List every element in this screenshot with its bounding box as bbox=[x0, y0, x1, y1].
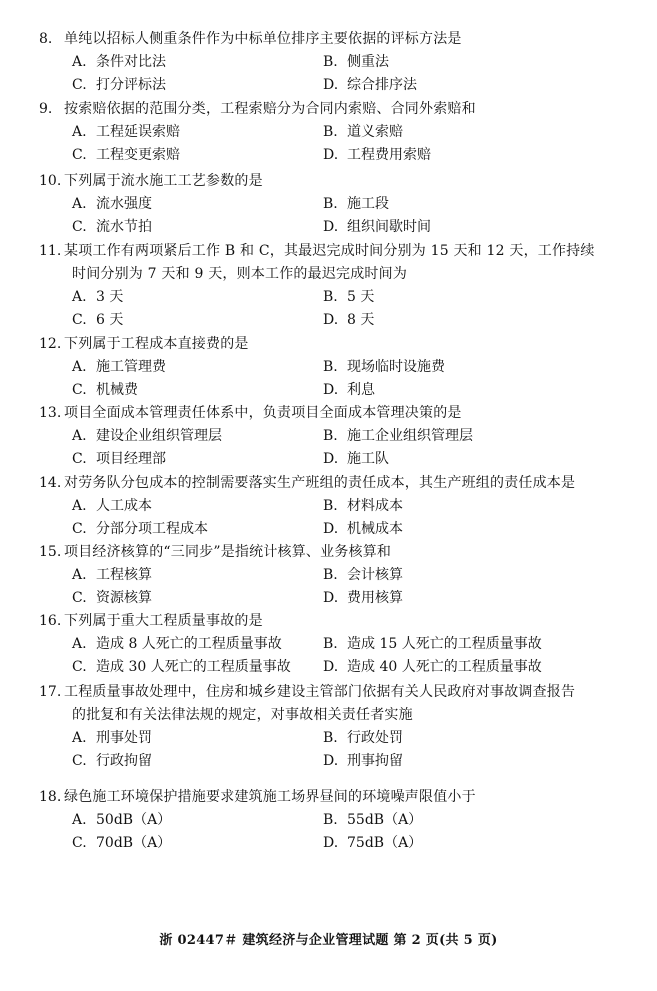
question-number: 9. bbox=[39, 101, 53, 117]
question-number: 17. bbox=[39, 684, 62, 700]
option-a: A. 50dB（A） bbox=[72, 812, 172, 828]
option-d: D. 工程费用索赔 bbox=[323, 147, 431, 163]
option-row bbox=[0, 633, 657, 656]
question-stem bbox=[0, 541, 657, 564]
question-stem bbox=[0, 240, 657, 263]
option-row bbox=[0, 74, 657, 97]
question-stem bbox=[0, 402, 657, 425]
option-b: B. 行政处罚 bbox=[323, 730, 403, 746]
option-d: D. 费用核算 bbox=[323, 590, 403, 606]
question-text: 绿色施工环境保护措施要求建筑施工场界昼间的环境噪声限值小于 bbox=[64, 789, 476, 805]
question-text: 时间分别为 7 天和 9 天，则本工作的最迟完成时间为 bbox=[72, 266, 408, 282]
question-number: 10. bbox=[39, 173, 62, 189]
question-16 bbox=[0, 610, 657, 679]
question-10 bbox=[0, 170, 657, 239]
option-row bbox=[0, 356, 657, 379]
question-stem-continued bbox=[0, 704, 657, 727]
option-b: B. 造成 15 人死亡的工程质量事故 bbox=[323, 636, 542, 652]
question-stem bbox=[0, 28, 657, 51]
option-c: C. 70dB（A） bbox=[72, 835, 172, 851]
question-stem bbox=[0, 98, 657, 121]
option-b: B. 5 天 bbox=[323, 289, 375, 305]
page-footer: 浙 02447＃ 建筑经济与企业管理试题 第 2 页(共 5 页) bbox=[159, 933, 498, 948]
option-row bbox=[0, 832, 657, 855]
option-a: A. 施工管理费 bbox=[72, 359, 166, 375]
question-stem bbox=[0, 610, 657, 633]
option-a: A. 造成 8 人死亡的工程质量事故 bbox=[72, 636, 282, 652]
question-number: 8. bbox=[39, 31, 53, 47]
option-row bbox=[0, 587, 657, 610]
option-c: C. 造成 30 人死亡的工程质量事故 bbox=[72, 659, 291, 675]
option-c: C. 分部分项工程成本 bbox=[72, 521, 208, 537]
question-stem-continued bbox=[0, 263, 657, 286]
question-number: 11. bbox=[39, 243, 62, 259]
question-number: 15. bbox=[39, 544, 62, 560]
option-row bbox=[0, 564, 657, 587]
question-number: 14. bbox=[39, 475, 62, 491]
option-d: D. 造成 40 人死亡的工程质量事故 bbox=[323, 659, 542, 675]
question-text: 的批复和有关法律法规的规定，对事故相关责任者实施 bbox=[72, 707, 413, 723]
question-stem bbox=[0, 472, 657, 495]
option-c: C. 机械费 bbox=[72, 382, 138, 398]
option-c: C. 项目经理部 bbox=[72, 451, 166, 467]
option-c: C. 打分评标法 bbox=[72, 77, 166, 93]
question-text: 单纯以招标人侧重条件作为中标单位排序主要依据的评标方法是 bbox=[64, 31, 462, 47]
question-18 bbox=[0, 786, 657, 855]
option-b: B. 现场临时设施费 bbox=[323, 359, 445, 375]
question-8 bbox=[0, 28, 657, 97]
question-text: 项目全面成本管理责任体系中，负责项目全面成本管理决策的是 bbox=[64, 405, 462, 421]
question-stem bbox=[0, 333, 657, 356]
option-b: B. 侧重法 bbox=[323, 54, 389, 70]
option-c: C. 工程变更索赔 bbox=[72, 147, 180, 163]
option-c: C. 流水节拍 bbox=[72, 219, 152, 235]
question-number: 16. bbox=[39, 613, 62, 629]
option-a: A. 工程延误索赔 bbox=[72, 124, 180, 140]
option-row bbox=[0, 309, 657, 332]
option-row bbox=[0, 216, 657, 239]
option-c: C. 6 天 bbox=[72, 312, 124, 328]
option-a: A. 刑事处罚 bbox=[72, 730, 152, 746]
option-b: B. 施工段 bbox=[323, 196, 389, 212]
question-stem bbox=[0, 786, 657, 809]
option-d: D. 75dB（A） bbox=[323, 835, 423, 851]
question-stem bbox=[0, 681, 657, 704]
question-13 bbox=[0, 402, 657, 471]
option-row bbox=[0, 425, 657, 448]
option-a: A. 流水强度 bbox=[72, 196, 152, 212]
question-text: 工程质量事故处理中，住房和城乡建设主管部门依据有关人民政府对事故调查报告 bbox=[64, 684, 576, 700]
question-12 bbox=[0, 333, 657, 402]
option-a: A. 建设企业组织管理层 bbox=[72, 428, 222, 444]
option-row bbox=[0, 727, 657, 750]
question-9 bbox=[0, 98, 657, 167]
question-number: 13. bbox=[39, 405, 62, 421]
option-row bbox=[0, 121, 657, 144]
question-text: 下列属于工程成本直接费的是 bbox=[64, 336, 249, 352]
option-d: D. 利息 bbox=[323, 382, 375, 398]
question-number: 18. bbox=[39, 789, 62, 805]
option-a: A. 工程核算 bbox=[72, 567, 152, 583]
option-row bbox=[0, 518, 657, 541]
question-text: 下列属于流水施工工艺参数的是 bbox=[64, 173, 263, 189]
question-text: 对劳务队分包成本的控制需要落实生产班组的责任成本，其生产班组的责任成本是 bbox=[64, 475, 576, 491]
option-row bbox=[0, 495, 657, 518]
option-row bbox=[0, 193, 657, 216]
option-a: A. 人工成本 bbox=[72, 498, 152, 514]
option-row bbox=[0, 51, 657, 74]
option-row bbox=[0, 286, 657, 309]
option-d: D. 组织间歇时间 bbox=[323, 219, 431, 235]
option-d: D. 综合排序法 bbox=[323, 77, 417, 93]
question-14 bbox=[0, 472, 657, 541]
option-b: B. 会计核算 bbox=[323, 567, 403, 583]
option-b: B. 55dB（A） bbox=[323, 812, 423, 828]
option-b: B. 材料成本 bbox=[323, 498, 403, 514]
option-d: D. 机械成本 bbox=[323, 521, 403, 537]
question-15 bbox=[0, 541, 657, 610]
question-text: 按索赔依据的范围分类，工程索赔分为合同内索赔、合同外索赔和 bbox=[64, 101, 476, 117]
option-c: C. 行政拘留 bbox=[72, 753, 152, 769]
option-row bbox=[0, 448, 657, 471]
option-row bbox=[0, 809, 657, 832]
question-17 bbox=[0, 681, 657, 773]
option-row bbox=[0, 750, 657, 773]
option-row bbox=[0, 379, 657, 402]
option-a: A. 条件对比法 bbox=[72, 54, 166, 70]
option-d: D. 8 天 bbox=[323, 312, 375, 328]
option-b: B. 施工企业组织管理层 bbox=[323, 428, 473, 444]
question-number: 12. bbox=[39, 336, 62, 352]
question-text: 下列属于重大工程质量事故的是 bbox=[64, 613, 263, 629]
option-d: D. 刑事拘留 bbox=[323, 753, 403, 769]
question-text: 某项工作有两项紧后工作 B 和 C，其最迟完成时间分别为 15 天和 12 天，工作持续 bbox=[64, 243, 595, 259]
option-c: C. 资源核算 bbox=[72, 590, 152, 606]
option-a: A. 3 天 bbox=[72, 289, 124, 305]
question-11 bbox=[0, 240, 657, 332]
option-b: B. 道义索赔 bbox=[323, 124, 403, 140]
option-d: D. 施工队 bbox=[323, 451, 389, 467]
question-text: 项目经济核算的“三同步”是指统计核算、业务核算和 bbox=[64, 544, 392, 560]
option-row bbox=[0, 656, 657, 679]
question-stem bbox=[0, 170, 657, 193]
option-row bbox=[0, 144, 657, 167]
